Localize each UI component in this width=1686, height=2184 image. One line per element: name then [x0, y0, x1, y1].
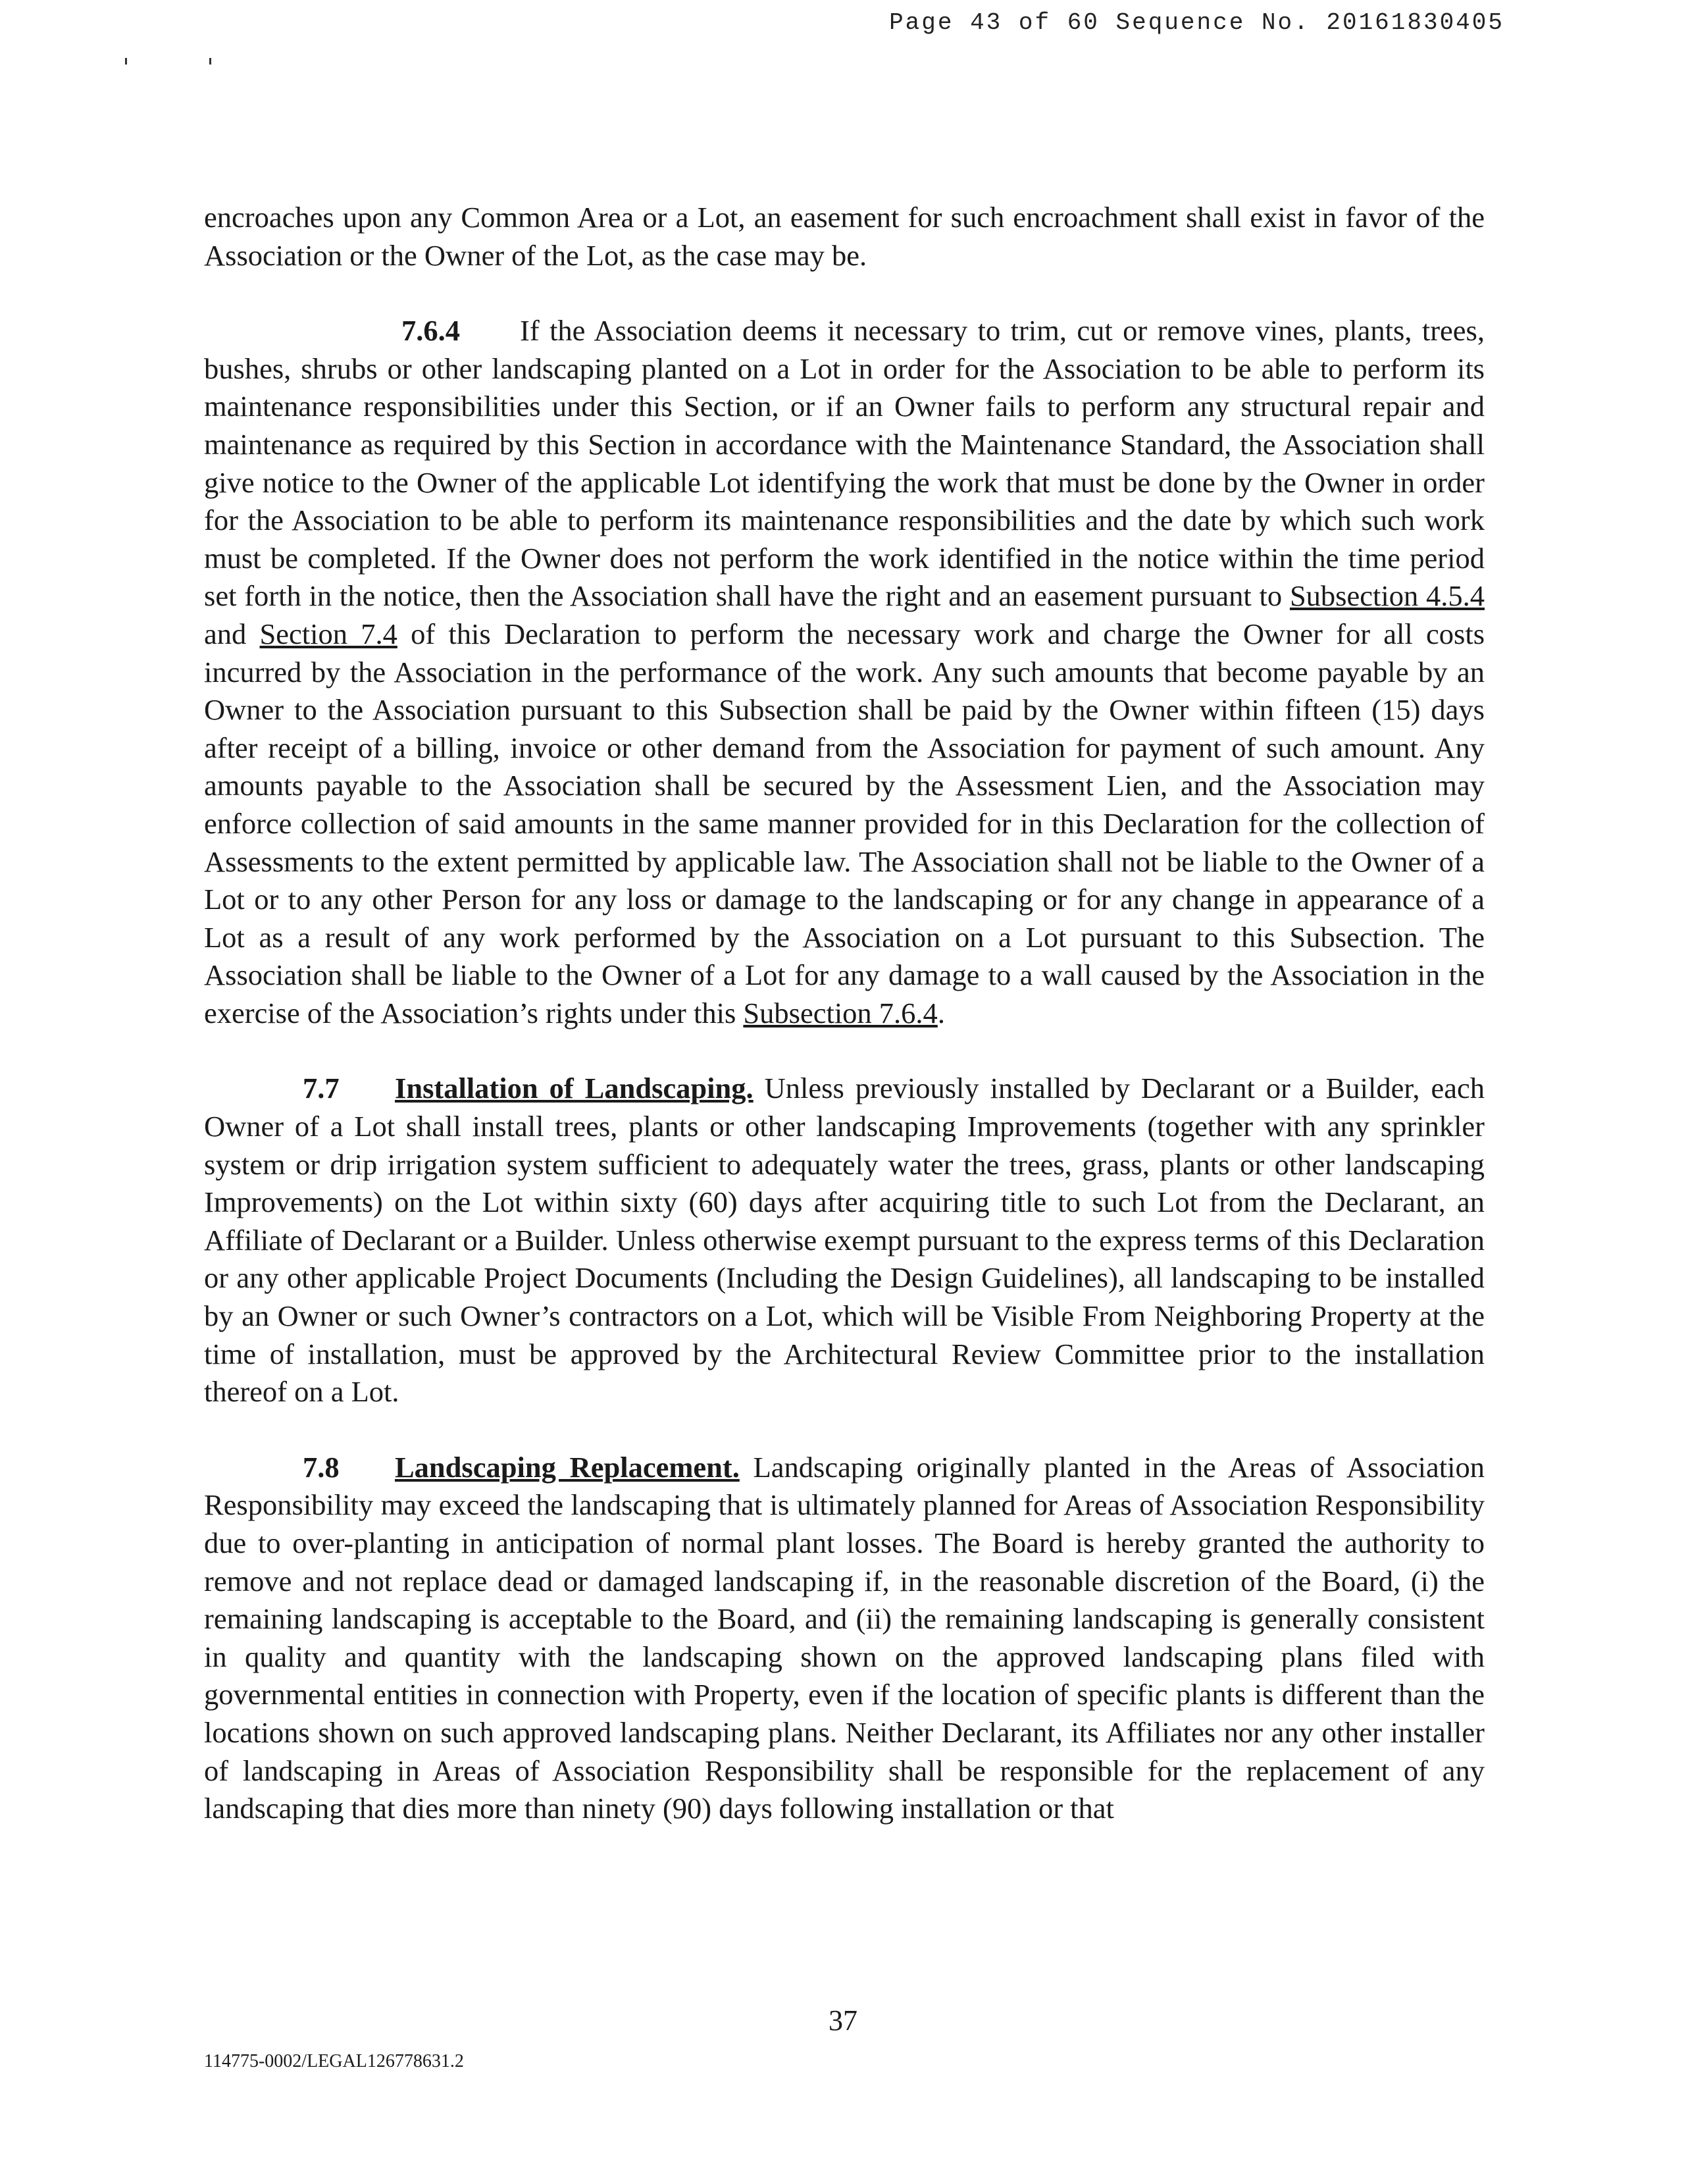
section-7-8 — [204, 1449, 1485, 1828]
section-heading: Installation of Landscaping. — [395, 1072, 754, 1105]
document-id: 114775-0002/LEGAL126778631.2 — [204, 2051, 464, 2071]
paragraph-text: Landscaping originally planted in the Areas of Association Responsibility may exceed the landscaping that is ultimately planned for Areas of Association Responsibility due to over-planting in anticipation of normal plant losses. The Board is hereby granted the authority to remove and not replace dead or damaged landscaping if, in the reasonable discretion of the Board, (i) the remaining landscaping is acceptable to the Board, and (ii) the remaining landscaping is generally consistent in quality and quantity with the landscaping shown on the approved landscaping plans filed with governmental entities in connection with Property, even if the location of specific plants is different than the locations shown on such approved landscaping plans. Neither Declarant, its Affiliates nor any other installer of landscaping in Areas of Association Responsibility shall be responsible for the replacement of any landscaping that dies more than ninety (90) days following installation or that — [204, 1450, 1485, 1825]
paragraph-text: . — [937, 996, 945, 1029]
cross-reference: Subsection 7.6.4 — [743, 996, 938, 1029]
cross-reference: Section 7.4 — [259, 617, 397, 650]
section-number: 7.7 — [303, 1072, 340, 1105]
page-number: 37 — [829, 2004, 857, 2037]
scan-mark — [125, 58, 127, 65]
section-7-7 — [204, 1070, 1485, 1411]
paragraph-continued: encroaches upon any Common Area or a Lot, an easement for such encroachment shall exist in favor of the Association or the Owner of the Lot, as the case may be. — [204, 201, 1485, 272]
paragraph-text: Unless previously installed by Declarant or a Builder, each Owner of a Lot shall install trees, plants or other landscaping Improvements (together with any sprinkler system or drip irrigation system sufficient to adequately water the trees, grass, plants or other landscaping Improvements) on the Lot within sixty (60) days after acquiring title to such Lot from the Declarant, an Affiliate of Declarant or a Builder. Unless otherwise exempt pursuant to the express terms of this Declaration or any other applicable Project Documents (Including the Design Guidelines), all landscaping to be installed by an Owner or such Owner’s contractors on a Lot, which will be Visible From Neighboring Property at the time of installation, must be approved by the Architectural Review Committee prior to the installation thereof on a Lot. — [204, 1072, 1485, 1409]
paragraph-text: of this Declaration to perform the necessary work and charge the Owner for all costs incurred by the Association in the performance of the work. Any such amounts that become payable by an Owner to the Association pursuant to this Subsection shall be paid by the Owner within fifteen (15) days after receipt of a billing, invoice or other demand from the Association for payment of such amount. Any amounts payable to the Association shall be secured by the Assessment Lien, and the Association may enforce collection of said amounts in the same manner provided for in this Declaration for the collection of Assessments to the extent permitted by applicable law. The Association shall not be liable to the Owner of a Lot or to any other Person for any loss or damage to the landscaping or for any change in appearance of a Lot as a result of any work performed by the Association on a Lot pursuant to this Subsection. The Association shall be liable to the Owner of a Lot for any damage to a wall caused by the Association in the exercise of the Association’s rights under this — [204, 617, 1485, 1029]
subsection-7-6-4 — [204, 312, 1485, 1032]
section-heading: Landscaping Replacement. — [395, 1450, 740, 1484]
cross-reference: Subsection 4.5.4 — [1289, 579, 1485, 613]
scan-mark — [209, 58, 211, 65]
section-number: 7.6.4 — [401, 314, 460, 348]
paragraph-text: If the Association deems it necessary to trim, cut or remove vines, plants, trees, bushes, shrubs or other landscaping planted on a Lot in order for the Association to be able to perform its maintenance responsibilities under this Section, or if an Owner fails to perform any structural repair and maintenance as required by this Section in accordance with the Maintenance Standard, the Association shall give notice to the Owner of the applicable Lot identifying the work that must be done by the Owner in order for the Association to be able to perform its maintenance responsibilities and the date by which such work must be completed. If the Owner does not perform the work identified in the notice within the time period set forth in the notice, then the Association shall have the right and an easement pursuant to — [204, 314, 1485, 613]
paragraph-text: and — [204, 617, 247, 650]
page-header-sequence: Page 43 of 60 Sequence No. 20161830405 — [889, 9, 1504, 36]
document-body — [204, 199, 1485, 1828]
section-number: 7.8 — [303, 1450, 340, 1484]
